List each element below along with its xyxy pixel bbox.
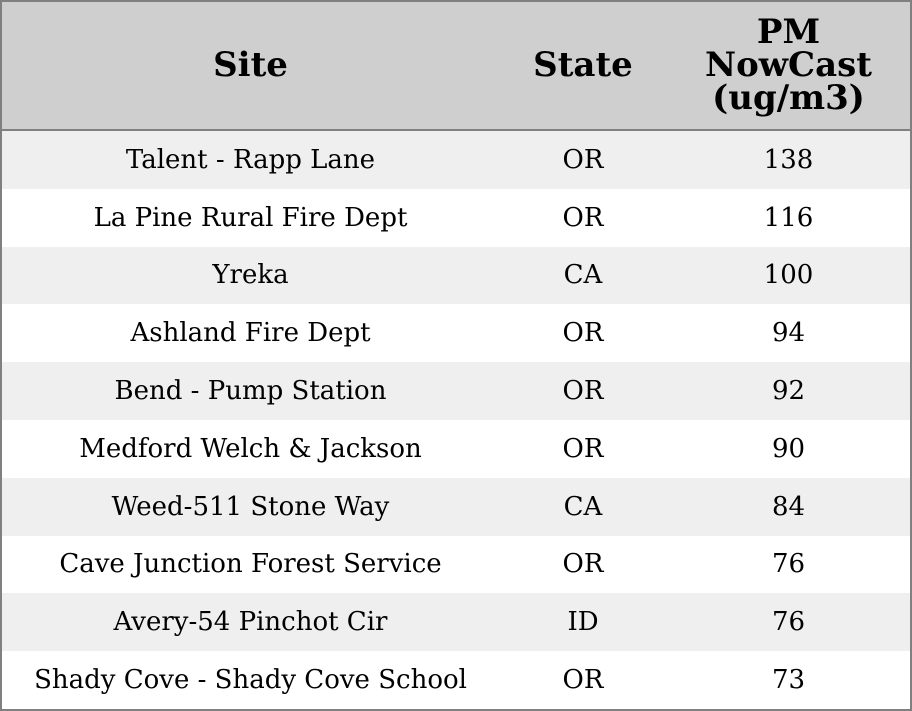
cell-site: Bend - Pump Station: [114, 376, 387, 407]
cell-state: OR: [562, 318, 604, 349]
cell-state: OR: [562, 665, 604, 696]
cell-site: Ashland Fire Dept: [130, 318, 371, 349]
table-row: [2, 247, 910, 305]
cell-pm-value: 76: [771, 549, 806, 580]
cell-pm-value: 76: [771, 607, 806, 638]
header-state: State: [533, 45, 633, 85]
table-header: [2, 2, 910, 131]
cell-state: CA: [563, 260, 603, 291]
table-body: [2, 131, 910, 709]
header-pm-line-3: (ug/m3): [712, 78, 865, 118]
cell-pm-value: 84: [771, 491, 806, 522]
cell-site: Talent - Rapp Lane: [125, 144, 376, 175]
table-row: [2, 131, 910, 189]
cell-pm-value: 90: [771, 433, 806, 464]
table-row: [2, 536, 910, 594]
cell-pm-value: 94: [771, 318, 806, 349]
cell-state: OR: [562, 433, 604, 464]
header-pm-line-1: PM: [756, 12, 821, 52]
cell-state: CA: [563, 491, 603, 522]
cell-site: Weed-511 Stone Way: [111, 491, 390, 522]
table-row: [2, 362, 910, 420]
cell-site: Shady Cove - Shady Cove School: [34, 665, 467, 696]
cell-state: OR: [562, 202, 604, 233]
table-row: [2, 420, 910, 478]
table-row: [2, 651, 910, 709]
cell-site: Avery-54 Pinchot Cir: [113, 607, 388, 638]
cell-site: La Pine Rural Fire Dept: [93, 202, 408, 233]
cell-state: OR: [562, 376, 604, 407]
cell-state: OR: [562, 144, 604, 175]
cell-site: Cave Junction Forest Service: [59, 549, 442, 580]
table-row: [2, 189, 910, 247]
table-row: [2, 304, 910, 362]
table-row: [2, 593, 910, 651]
cell-site: Yreka: [212, 260, 289, 291]
cell-state: OR: [562, 549, 604, 580]
header-pm-line-2: NowCast: [705, 45, 872, 85]
cell-pm-value: 73: [771, 665, 806, 696]
table-row: [2, 478, 910, 536]
cell-site: Medford Welch & Jackson: [79, 433, 422, 464]
cell-pm-value: 100: [763, 260, 814, 291]
cell-pm-value: 116: [763, 202, 814, 233]
header-site: Site: [213, 45, 288, 85]
cell-pm-value: 138: [763, 144, 814, 175]
cell-pm-value: 92: [771, 376, 806, 407]
cell-state: ID: [567, 607, 599, 638]
header-pm-nowcast: [667, 2, 910, 129]
